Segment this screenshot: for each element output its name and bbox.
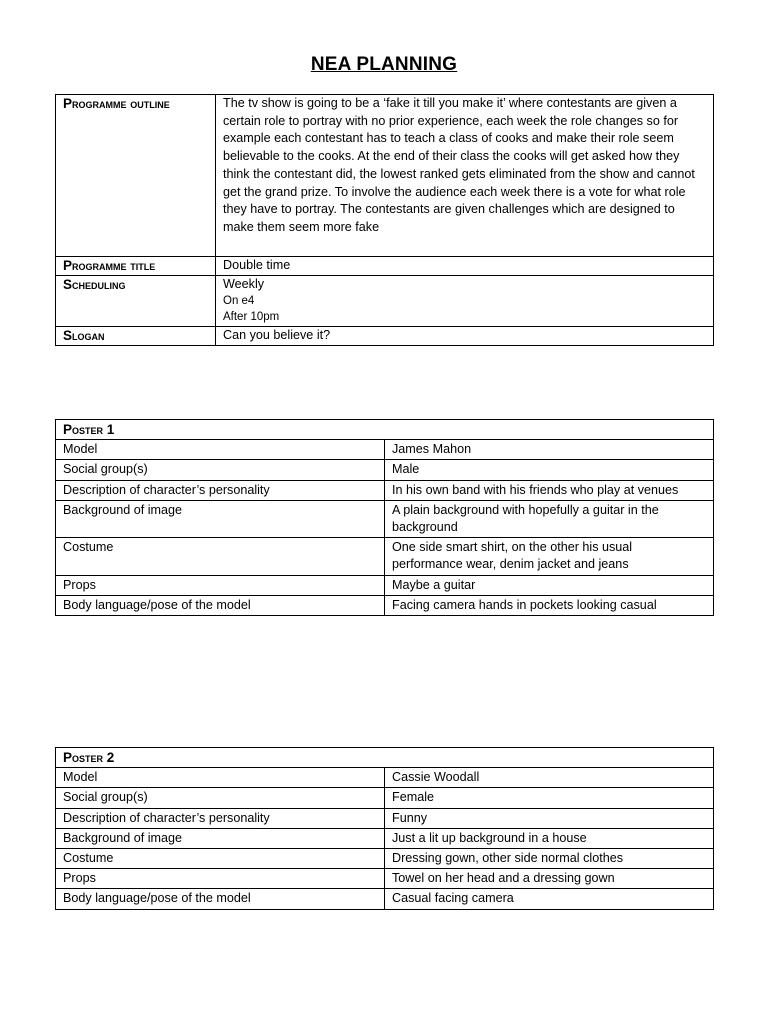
programme-title-label: Programme title — [56, 256, 216, 275]
scheduling-label: Scheduling — [56, 275, 216, 326]
slogan-label: Slogan — [56, 327, 216, 346]
scheduling-line: After 10pm — [223, 311, 280, 324]
table-row — [56, 460, 714, 480]
slogan-value: Can you believe it? — [216, 327, 714, 346]
programme-outline-label: Programme outline — [56, 95, 216, 257]
row-label: Costume — [56, 538, 385, 575]
poster-1-table — [55, 419, 714, 616]
programme-title-value: Double time — [216, 256, 714, 275]
programme-outline-text: The tv show is going to be a ‘fake it till you make it’ where contestants are given a certain role to portray with no prior experience, each week the role changes so for example each contestant has to teach a class of cooks and make their role seem believable to the cooks. At the end of their class the cooks will get asked how they think the contestant did, the lowest ranked gets eliminated from the show and cannot get the grand prize. To involve the audience each week there is a vote for what role they have to portray. The contestants are given challenges which are designed to make them seem more fake — [223, 96, 695, 234]
table-row — [56, 788, 714, 808]
table-row — [56, 575, 714, 595]
row-value: Cassie Woodall — [385, 768, 714, 788]
row-value: In his own band with his friends who play at venues — [385, 480, 714, 500]
row-value: Just a lit up background in a house — [385, 828, 714, 848]
row-label: Social group(s) — [56, 788, 385, 808]
poster-1-heading: Poster 1 — [56, 420, 714, 440]
row-label: Background of image — [56, 828, 385, 848]
scheduling-value — [216, 275, 714, 326]
programme-outline-cell — [216, 95, 714, 257]
table-row — [56, 275, 714, 326]
table-row — [56, 480, 714, 500]
page-title: NEA PLANNING — [310, 54, 458, 75]
row-label: Background of image — [56, 500, 385, 537]
table-row — [56, 808, 714, 828]
cell-spacer — [223, 237, 706, 255]
row-value: One side smart shirt, on the other his usual performance wear, denim jacket and jeans — [385, 538, 714, 575]
row-value: Towel on her head and a dressing gown — [385, 869, 714, 889]
table-row — [56, 256, 714, 275]
row-label: Model — [56, 768, 385, 788]
row-value: Female — [385, 788, 714, 808]
table-row — [56, 768, 714, 788]
table-row — [56, 440, 714, 460]
row-label: Social group(s) — [56, 460, 385, 480]
row-value: Male — [385, 460, 714, 480]
row-value: Maybe a guitar — [385, 575, 714, 595]
table-row — [56, 595, 714, 615]
row-label: Body language/pose of the model — [56, 595, 385, 615]
row-label: Props — [56, 575, 385, 595]
programme-table — [55, 94, 714, 346]
row-label: Props — [56, 869, 385, 889]
table-header-row — [56, 420, 714, 440]
scheduling-line: On e4 — [223, 295, 255, 308]
table-row — [56, 889, 714, 909]
row-value: James Mahon — [385, 440, 714, 460]
table-row — [56, 95, 714, 257]
table-row — [56, 500, 714, 537]
row-value: Facing camera hands in pockets looking casual — [385, 595, 714, 615]
row-value: Dressing gown, other side normal clothes — [385, 849, 714, 869]
table-row — [56, 538, 714, 575]
scheduling-line: Weekly — [223, 276, 265, 291]
table-row — [56, 828, 714, 848]
row-value: Funny — [385, 808, 714, 828]
row-value: A plain background with hopefully a guitar in the background — [385, 500, 714, 537]
table-header-row — [56, 748, 714, 768]
row-label: Description of character’s personality — [56, 808, 385, 828]
table-row — [56, 869, 714, 889]
table-row — [56, 849, 714, 869]
table-row — [56, 327, 714, 346]
row-label: Costume — [56, 849, 385, 869]
poster-2-heading: Poster 2 — [56, 748, 714, 768]
row-label: Body language/pose of the model — [56, 889, 385, 909]
row-value: Casual facing camera — [385, 889, 714, 909]
row-label: Description of character’s personality — [56, 480, 385, 500]
row-label: Model — [56, 440, 385, 460]
poster-2-table — [55, 747, 714, 910]
